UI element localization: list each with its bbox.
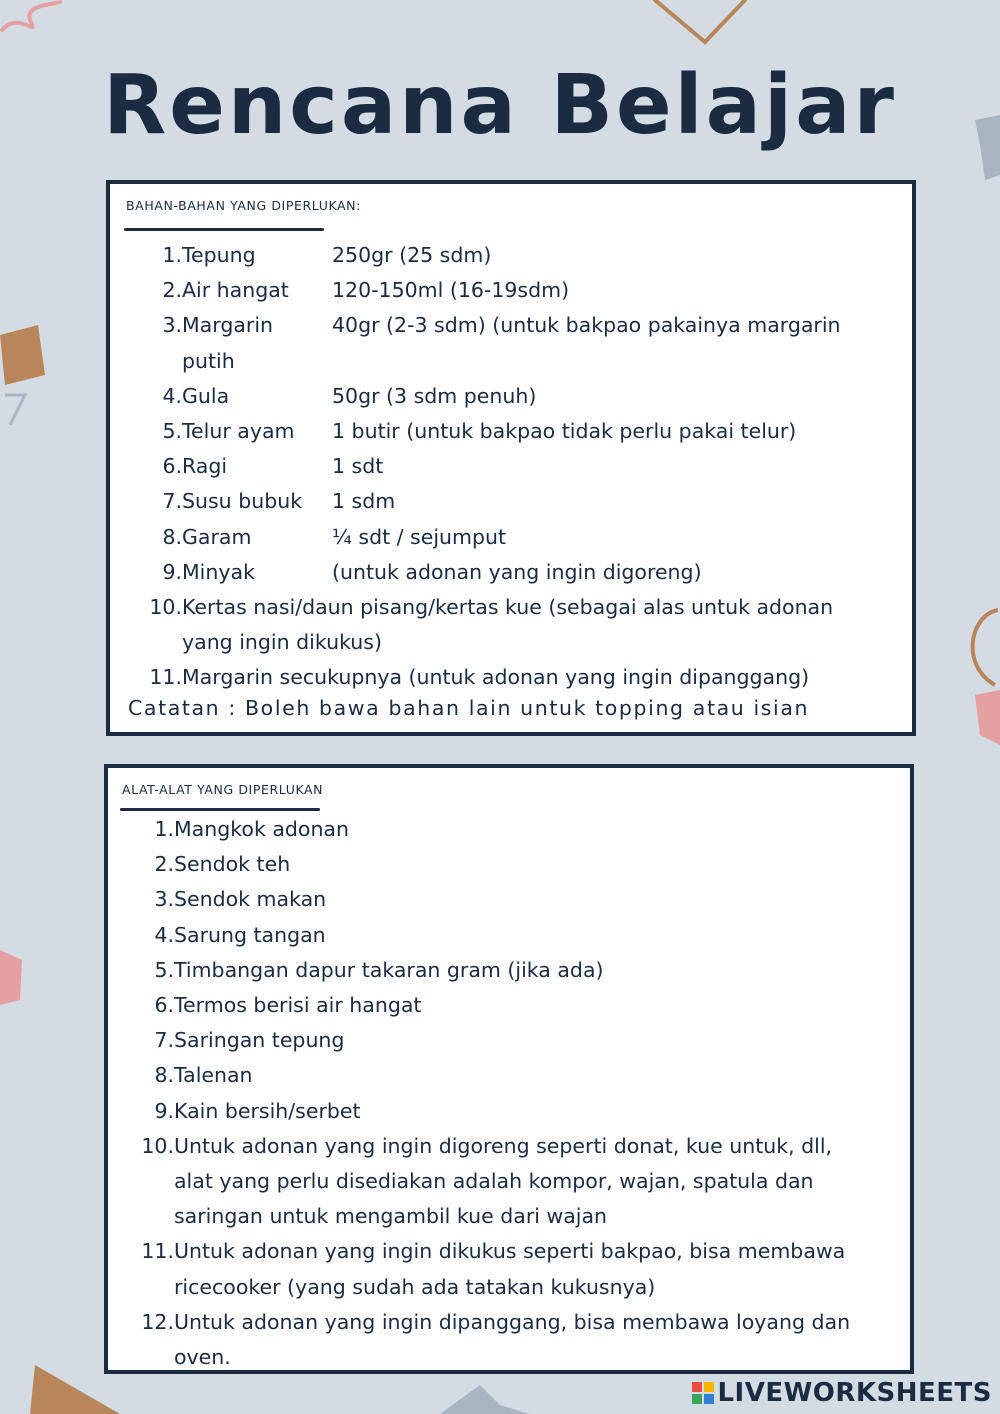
- item-body: [174, 1023, 344, 1058]
- item-number: 10.: [149, 595, 182, 620]
- ingredient-item: [134, 555, 841, 590]
- heart-outline-decoration-icon: [650, 0, 750, 50]
- item-body: [174, 918, 326, 953]
- item-number: 6.: [154, 993, 174, 1018]
- item-detail: 1 sdm: [332, 489, 396, 514]
- item-number: 5.: [154, 957, 174, 982]
- liveworksheets-logo-icon: [692, 1382, 714, 1404]
- item-continuation: putih: [182, 348, 235, 373]
- item-body: [174, 988, 421, 1023]
- item-text: Termos berisi air hangat: [174, 993, 422, 1018]
- gray-block-decoration-icon: [440, 1385, 530, 1414]
- item-detail: 250gr (25 sdm): [332, 243, 492, 267]
- item-name: Air hangat: [182, 278, 289, 303]
- item-text: Saringan tepung: [174, 1028, 345, 1053]
- ingredients-note: Catatan : Boleh bawa bahan lain untuk topping atau isian: [128, 696, 810, 720]
- item-body: [174, 812, 349, 847]
- item-name: Telur ayam: [182, 419, 295, 444]
- item-body: [182, 484, 395, 519]
- item-body: [174, 1058, 253, 1093]
- item-body: [182, 590, 833, 660]
- ingredient-item: [134, 660, 841, 695]
- item-body: [174, 847, 290, 882]
- item-detail: ¼ sdt / sejumput: [332, 524, 507, 549]
- item-body: [174, 953, 604, 988]
- item-body: [174, 1305, 850, 1375]
- item-name: Garam: [182, 524, 252, 549]
- item-number: 11.: [149, 665, 182, 690]
- item-number: 4.: [154, 922, 174, 947]
- item-number: 1.: [154, 817, 174, 841]
- item-number: 6.: [162, 454, 182, 479]
- item-text: Sendok makan: [174, 887, 327, 912]
- item-detail: 1 butir (untuk bakpao tidak perlu pakai telur): [332, 419, 797, 444]
- item-text: Talenan: [174, 1063, 253, 1088]
- ingredients-list: [134, 238, 841, 696]
- tool-item: [126, 953, 850, 988]
- item-number: 5.: [162, 419, 182, 444]
- ingredient-item: [134, 238, 841, 273]
- item-number: 7.: [162, 489, 182, 514]
- ingredients-box: [106, 180, 916, 736]
- pink-block-decoration-icon: [960, 605, 1000, 745]
- ingredient-item: [134, 520, 841, 555]
- tool-item: [126, 1058, 850, 1093]
- ingredient-item: [134, 449, 841, 484]
- item-body: [182, 555, 702, 590]
- item-name: Ragi: [182, 454, 228, 479]
- item-text: Sendok teh: [174, 852, 291, 877]
- item-number: 3.: [162, 313, 182, 338]
- tool-item: [126, 882, 850, 917]
- tools-box: [104, 764, 914, 1374]
- item-number: 10.: [141, 1133, 174, 1158]
- item-number: 12.: [141, 1309, 174, 1334]
- brown-block-decoration-icon: [0, 325, 45, 425]
- brand-name: LIVEWORKSHEETS: [717, 1378, 992, 1408]
- item-number: 7.: [154, 1028, 174, 1053]
- item-body: [182, 379, 536, 414]
- item-number: 8.: [154, 1063, 174, 1088]
- item-number: 4.: [162, 383, 182, 408]
- item-number: 8.: [162, 524, 182, 549]
- ingredient-item: [134, 273, 841, 308]
- item-number: 11.: [141, 1239, 174, 1264]
- liveworksheets-logo: [692, 1378, 992, 1408]
- ingredient-item: [134, 414, 841, 449]
- item-name: Gula: [182, 383, 230, 408]
- tool-item: [126, 918, 850, 953]
- item-detail: 120-150ml (16-19sdm): [332, 278, 570, 303]
- tool-item: [126, 812, 850, 847]
- heading-underline: [120, 808, 320, 811]
- item-detail: 1 sdt: [332, 454, 384, 479]
- item-name: Kertas nasi/daun pisang/kertas kue (sebagai alas untuk adonan: [182, 595, 834, 620]
- item-name: Tepung: [182, 243, 256, 267]
- ingredients-heading: BAHAN-BAHAN YANG DIPERLUKAN:: [126, 198, 361, 213]
- tools-heading: ALAT-ALAT YANG DIPERLUKAN: [122, 782, 324, 797]
- item-body: [182, 449, 383, 484]
- item-text: Sarung tangan: [174, 922, 326, 947]
- tool-item: [126, 1234, 850, 1304]
- heading-underline: [124, 228, 324, 231]
- pink-shard-decoration-icon: [0, 940, 30, 1010]
- tool-item: [126, 1129, 850, 1235]
- item-continuation: yang ingin dikukus): [182, 630, 382, 655]
- item-body: [174, 1094, 361, 1129]
- tool-item: [126, 847, 850, 882]
- item-body: [182, 238, 491, 273]
- item-name: Susu bubuk: [182, 489, 303, 514]
- tool-item: [126, 988, 850, 1023]
- item-detail: 50gr (3 sdm penuh): [332, 383, 537, 408]
- item-text: Kain bersih/serbet: [174, 1098, 361, 1123]
- item-body: [182, 520, 506, 555]
- item-text: Mangkok adonan: [174, 817, 349, 841]
- item-name: Minyak: [182, 559, 255, 584]
- item-body: [182, 414, 796, 449]
- item-text: Untuk adonan yang ingin dipanggang, bisa membawa loyang dan: [174, 1309, 851, 1334]
- item-body: [182, 660, 809, 695]
- item-text: Untuk adonan yang ingin digoreng seperti donat, kue untuk, dll,: [174, 1133, 833, 1158]
- item-continuation: alat yang perlu disediakan adalah kompor, wajan, spatula dan: [174, 1169, 814, 1194]
- item-detail: (untuk adonan yang ingin digoreng): [332, 559, 702, 584]
- item-body: [174, 1129, 832, 1235]
- page-title: Rencana Belajar: [103, 58, 897, 153]
- item-number: 1.: [162, 243, 182, 267]
- item-text: Timbangan dapur takaran gram (jika ada): [174, 957, 604, 982]
- tool-item: [126, 1094, 850, 1129]
- item-number: 9.: [154, 1098, 174, 1123]
- ingredient-item: [134, 484, 841, 519]
- item-continuation: oven.: [174, 1345, 231, 1370]
- ingredient-item: [134, 308, 841, 378]
- item-number: 3.: [154, 887, 174, 912]
- ingredient-item: [134, 590, 841, 660]
- item-name: Margarin secukupnya (untuk adonan yang ingin dipanggang): [182, 665, 810, 690]
- tools-list: [126, 812, 850, 1375]
- item-body: [174, 1234, 845, 1304]
- tool-item: [126, 1023, 850, 1058]
- item-continuation: ricecooker (yang sudah ada tatakan kukusnya): [174, 1274, 656, 1299]
- item-text: Untuk adonan yang ingin dikukus seperti bakpao, bisa membawa: [174, 1239, 846, 1264]
- item-continuation: saringan untuk mengambil kue dari wajan: [174, 1204, 608, 1229]
- tool-item: [126, 1305, 850, 1375]
- item-body: [174, 882, 326, 917]
- ingredient-item: [134, 379, 841, 414]
- item-number: 2.: [162, 278, 182, 303]
- swirl-decoration-icon: [0, 0, 70, 60]
- item-name: Margarin: [182, 313, 274, 338]
- item-number: 2.: [154, 852, 174, 877]
- item-body: [182, 273, 569, 308]
- item-body: [182, 308, 841, 378]
- item-number: 9.: [162, 559, 182, 584]
- item-detail: 40gr (2-3 sdm) (untuk bakpao pakainya margarin: [332, 313, 841, 338]
